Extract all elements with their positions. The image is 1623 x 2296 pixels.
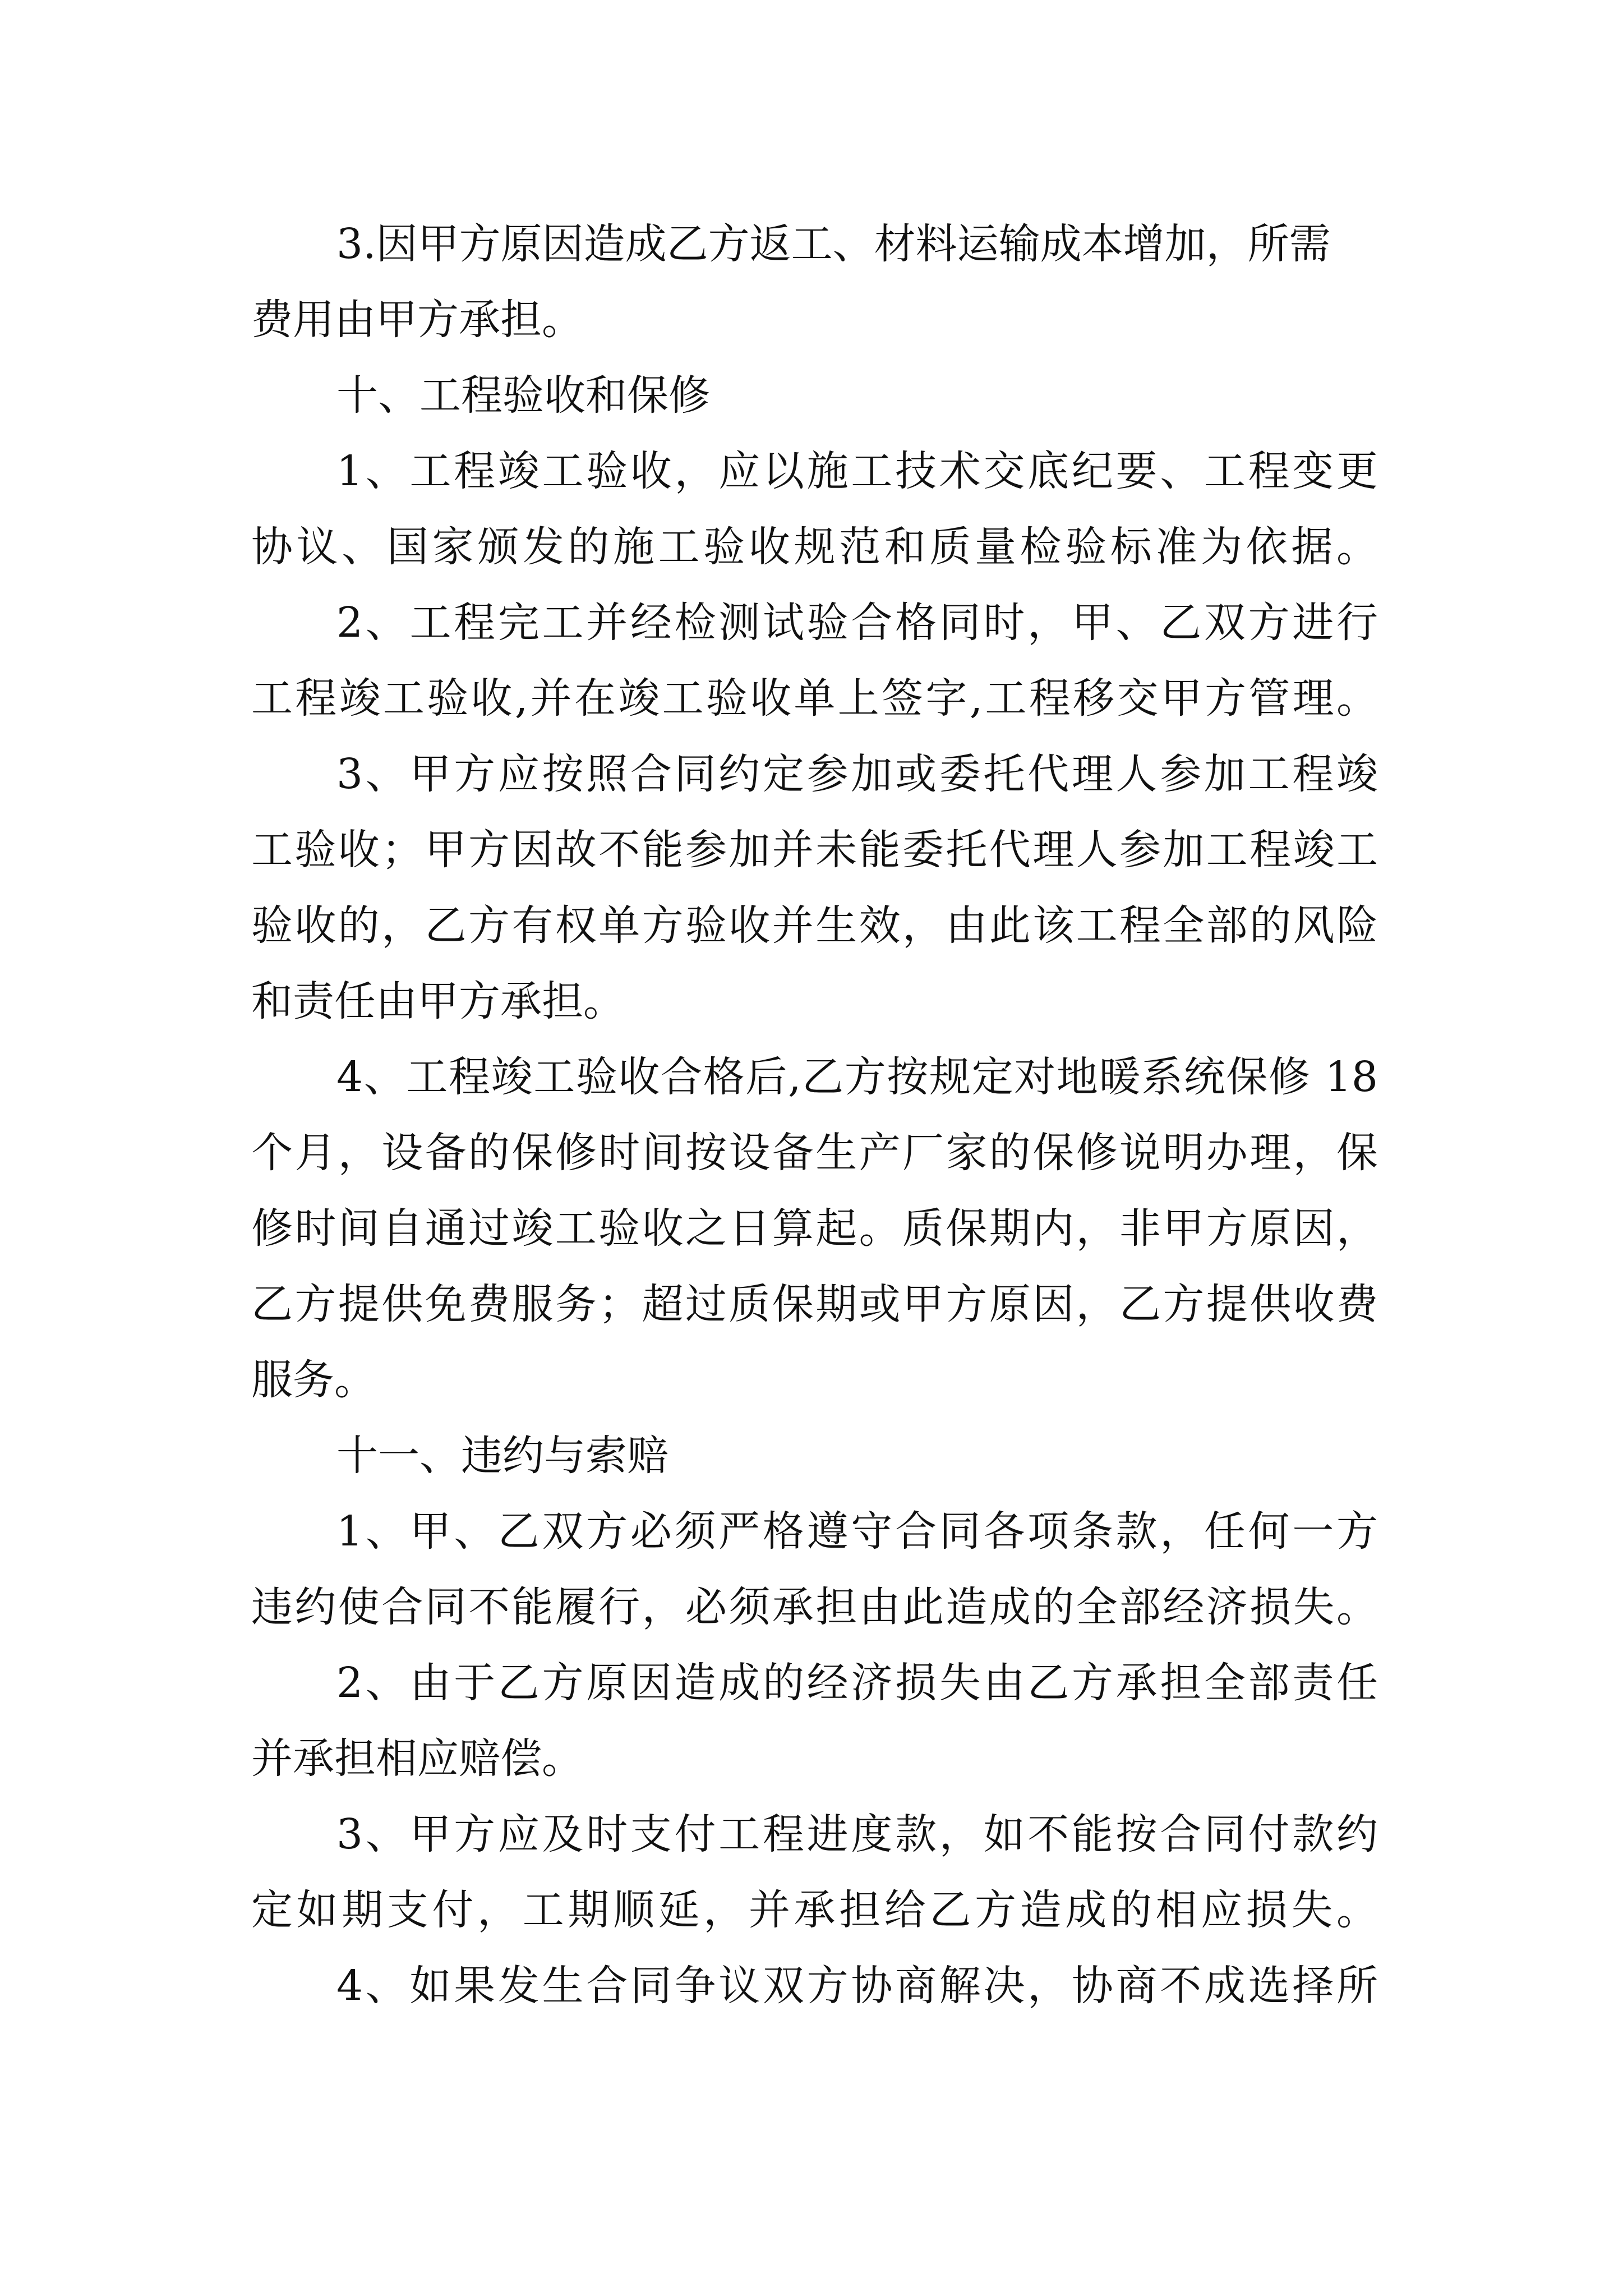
paragraph-line: 修时间自通过竣工验收之日算起。质保期内，非甲方原因， — [251, 1204, 1378, 1253]
paragraph-line: 定如期支付，工期顺延，并承担给乙方造成的相应损失。 — [251, 1886, 1378, 1934]
paragraph-line: 并承担相应赔偿。 — [251, 1734, 583, 1783]
paragraph-line: 1、工程竣工验收，应以施工技术交底纪要、工程变更 — [336, 447, 1378, 495]
paragraph-line: 费用由甲方承担。 — [251, 296, 583, 344]
paragraph-line: 3、甲方应按照合同约定参加或委托代理人参加工程竣 — [336, 750, 1378, 798]
paragraph-line: 1、甲、乙双方必须严格遵守合同各项条款，任何一方 — [336, 1507, 1378, 1556]
paragraph-line: 2、由于乙方原因造成的经济损失由乙方承担全部责任 — [336, 1659, 1378, 1707]
paragraph-line: 验收的，乙方有权单方验收并生效，由此该工程全部的风险 — [251, 901, 1378, 950]
paragraph-line: 3.因甲方原因造成乙方返工、材料运输成本增加，所需 — [336, 220, 1331, 268]
paragraph-line: 协议、国家颁发的施工验收规范和质量检验标准为依据。 — [251, 523, 1378, 571]
paragraph-line: 乙方提供免费服务；超过质保期或甲方原因，乙方提供收费 — [251, 1280, 1378, 1328]
paragraph-line: 工验收；甲方因故不能参加并未能委托代理人参加工程竣工 — [251, 826, 1378, 874]
paragraph-line: 工程竣工验收,并在竣工验收单上签字,工程移交甲方管理。 — [251, 674, 1378, 723]
section-heading: 十一、违约与索赔 — [336, 1432, 668, 1480]
paragraph-line: 和责任由甲方承担。 — [251, 977, 625, 1025]
paragraph-line: 违约使合同不能履行，必须承担由此造成的全部经济损失。 — [251, 1583, 1378, 1631]
section-heading: 十、工程验收和保修 — [336, 371, 710, 420]
paragraph-line: 2、工程完工并经检测试验合格同时，甲、乙双方进行 — [336, 599, 1378, 647]
paragraph-line: 4、如果发生合同争议双方协商解决，协商不成选择所 — [336, 1962, 1378, 2010]
paragraph-line: 3、甲方应及时支付工程进度款，如不能按合同付款约 — [336, 1810, 1378, 1858]
paragraph-line: 个月，设备的保修时间按设备生产厂家的保修说明办理，保 — [251, 1129, 1378, 1177]
paragraph-line: 4、工程竣工验收合格后,乙方按规定对地暖系统保修 18 — [336, 1053, 1378, 1101]
paragraph-line: 服务。 — [251, 1356, 376, 1404]
